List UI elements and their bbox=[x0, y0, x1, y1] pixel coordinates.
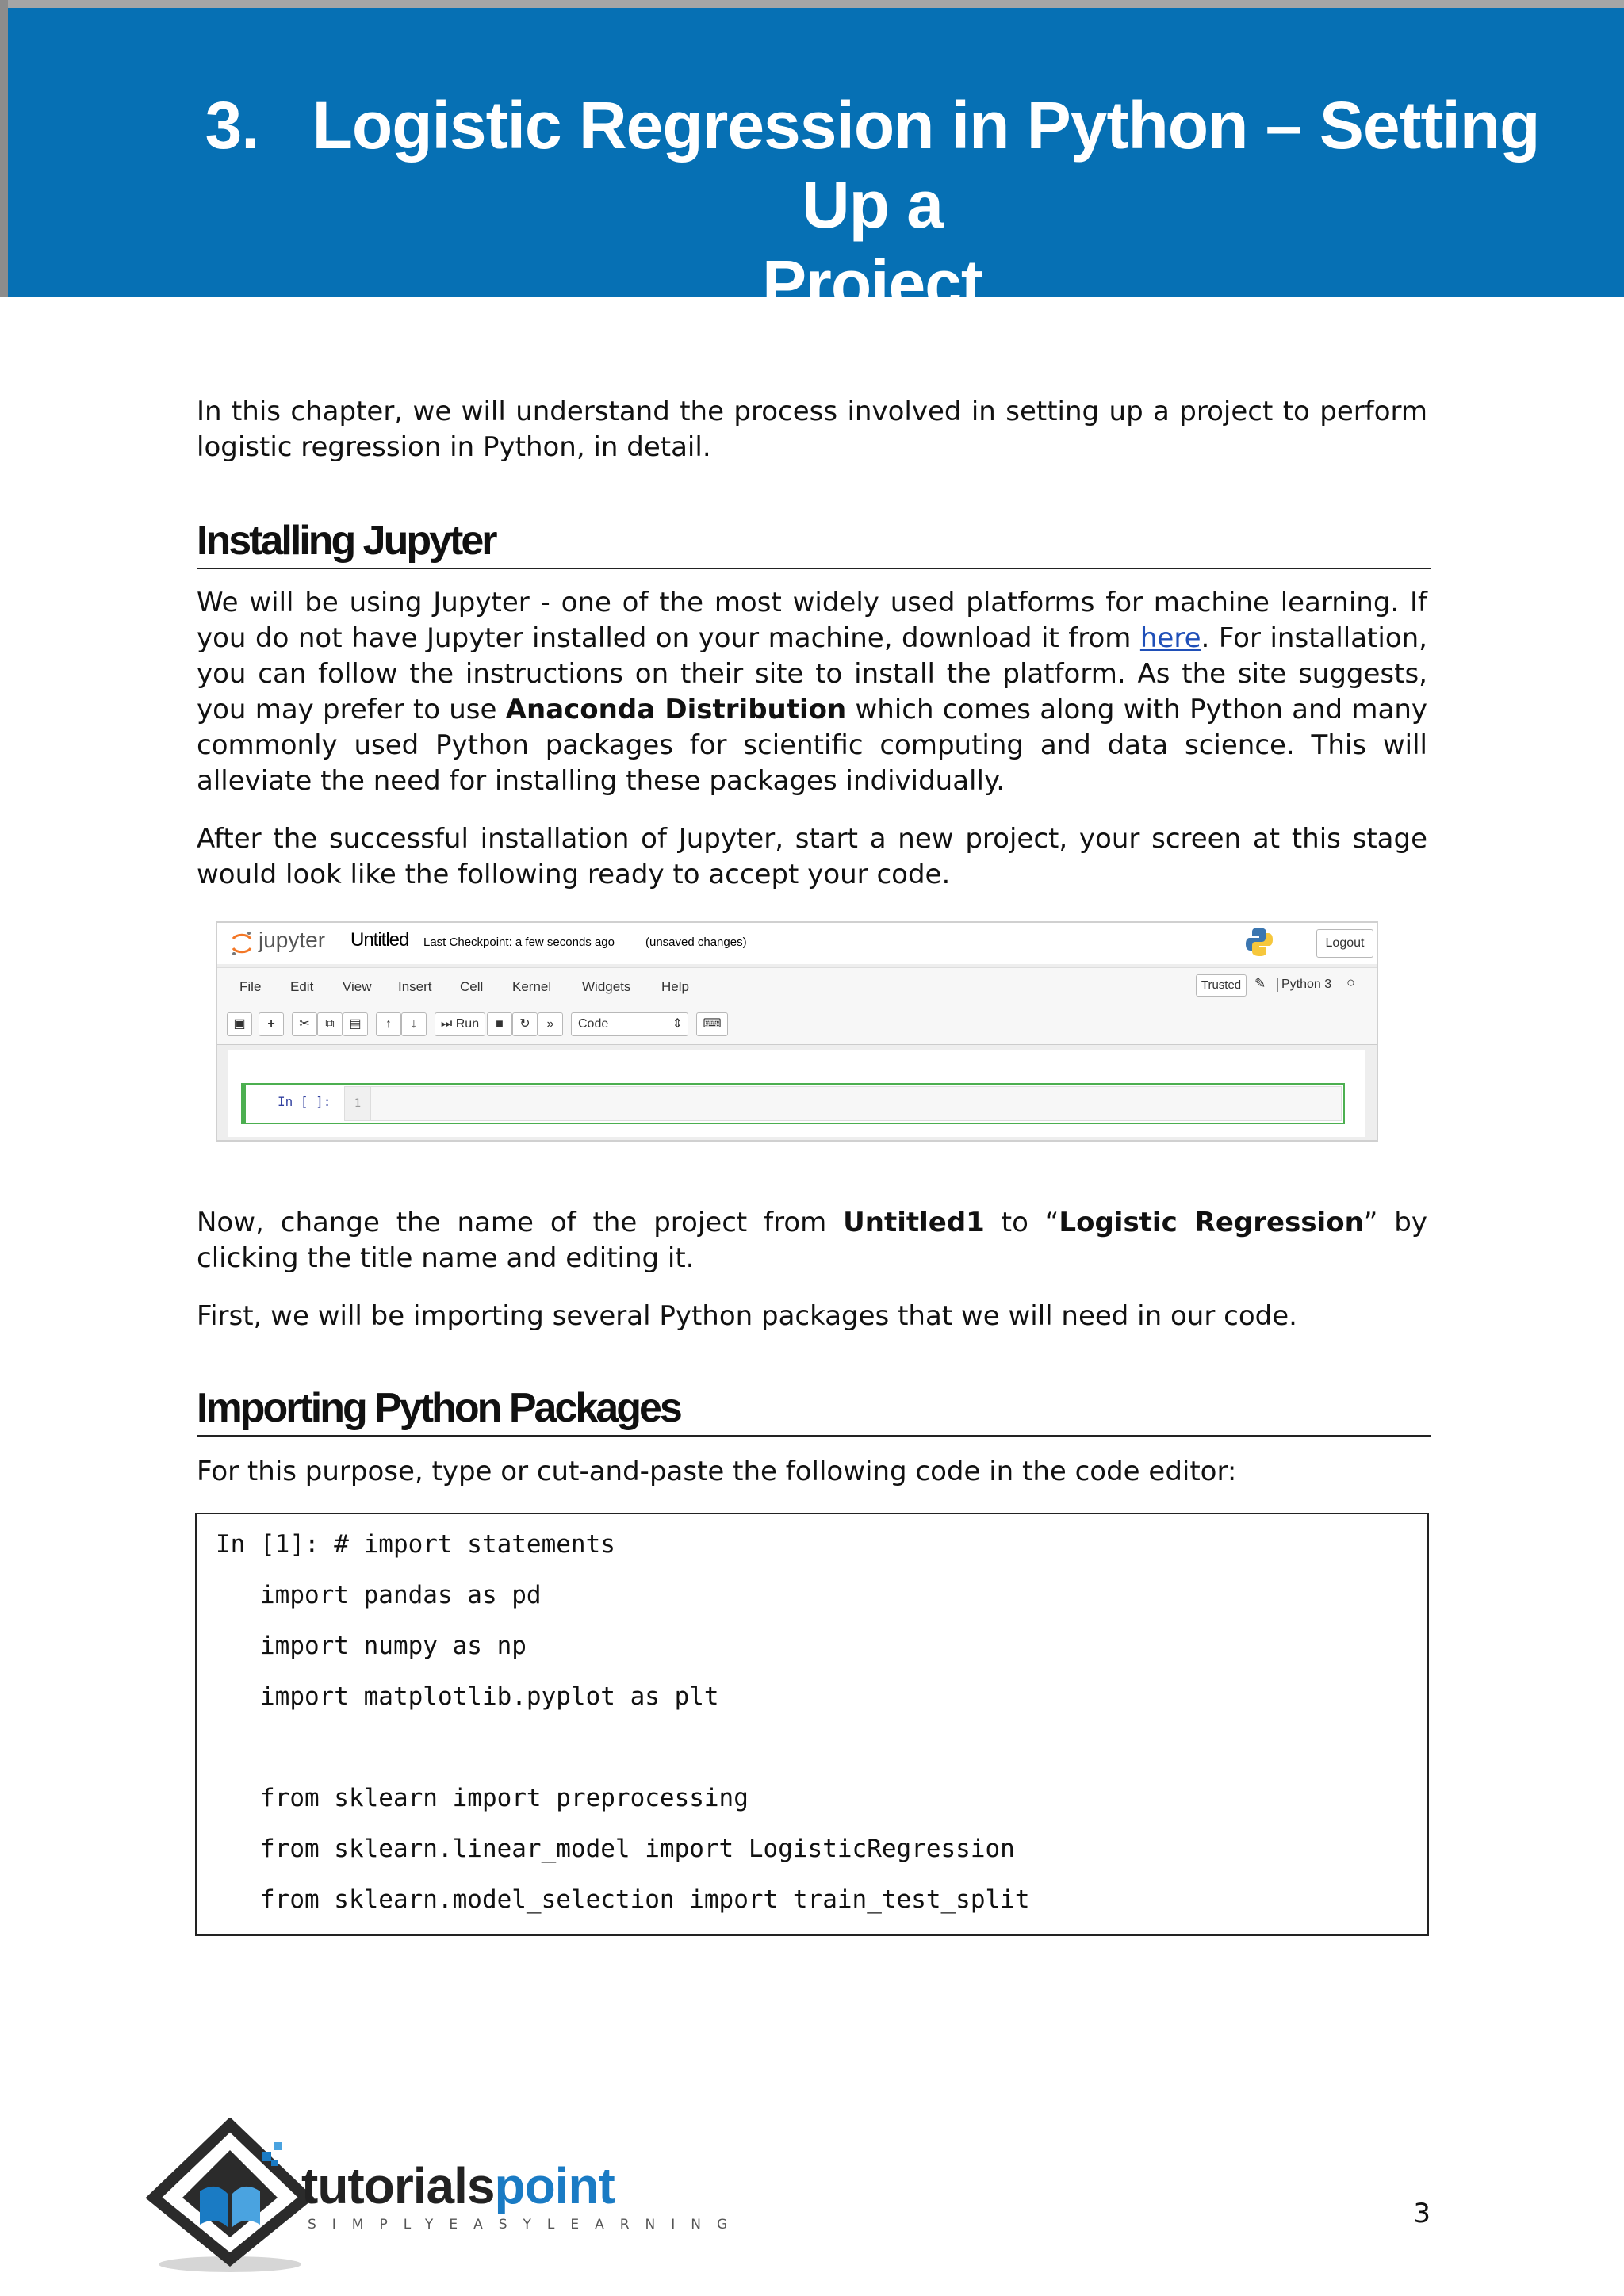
trusted-badge[interactable]: Trusted bbox=[1196, 974, 1247, 997]
menu-view[interactable]: View bbox=[343, 979, 372, 994]
copy-icon[interactable]: ⧉ bbox=[317, 1012, 343, 1036]
installing-text-b: . For installation, you can follow the instructions on their site to install the platform. As the site suggests, you may prefer to use bbox=[197, 622, 1427, 725]
rename-text-end: ” by clicking the title name and editing it. bbox=[197, 1207, 1428, 1274]
run-label: Run bbox=[455, 1017, 480, 1031]
move-up-icon[interactable]: ↑ bbox=[376, 1012, 401, 1036]
run-icon: ⏭ bbox=[440, 1017, 453, 1031]
code-cell[interactable] bbox=[241, 1083, 1345, 1124]
chapter-title-text: Logistic Regression in Python – Setting Up a bbox=[312, 88, 1540, 242]
cell-line-number: 1 bbox=[345, 1087, 371, 1120]
menu-file[interactable]: File bbox=[239, 979, 262, 994]
code-line: from sklearn.model_selection import train_test_split bbox=[216, 1885, 1030, 1914]
code-line: import matplotlib.pyplot as plt bbox=[216, 1682, 719, 1711]
code-block bbox=[195, 1513, 1429, 1936]
menu-insert[interactable]: Insert bbox=[398, 979, 432, 994]
cut-icon[interactable]: ✂ bbox=[292, 1012, 317, 1036]
chapter-number: 3. bbox=[205, 88, 259, 163]
tutorialspoint-logo bbox=[143, 2118, 744, 2277]
move-down-icon[interactable]: ↓ bbox=[401, 1012, 427, 1036]
keyboard-icon[interactable]: ⌨ bbox=[696, 1012, 728, 1036]
logo-word-tutorials: tutorials bbox=[301, 2157, 495, 2214]
rename-paragraph bbox=[197, 1205, 1427, 1276]
rename-text-a: Now, change the name of the project from bbox=[197, 1207, 844, 1238]
section-heading-installing-jupyter: Installing Jupyter bbox=[197, 517, 1431, 569]
after-install-paragraph: After the successful installation of Jupyter, start a new project, your screen at this stage would look like the following ready to accept your code. bbox=[197, 823, 1427, 890]
section-heading-importing-packages: Importing Python Packages bbox=[197, 1384, 1431, 1437]
importing-intro-paragraph: First, we will be importing several Python packages that we will need in our code. bbox=[197, 1300, 1297, 1332]
edit-pencil-icon: ✎ bbox=[1254, 976, 1266, 991]
banner-left-border bbox=[0, 0, 8, 297]
paste-icon[interactable]: ▤ bbox=[343, 1012, 368, 1036]
restart-icon[interactable]: ↻ bbox=[512, 1012, 538, 1036]
installing-paragraph bbox=[197, 585, 1427, 799]
logo-tagline: SIMPLYEASYLEARNING bbox=[308, 2217, 744, 2233]
jupyter-screenshot bbox=[216, 921, 1378, 1142]
jupyter-menubar bbox=[217, 967, 1377, 1045]
code-line: from sklearn.linear_model import LogisticRegression bbox=[216, 1835, 1015, 1863]
logo-emblem-icon bbox=[143, 2118, 317, 2277]
intro-paragraph: In this chapter, we will understand the process involved in setting up a project to perform logistic regression in Python, in detail. bbox=[197, 396, 1427, 463]
fast-forward-icon[interactable]: » bbox=[538, 1012, 563, 1036]
kernel-name: Python 3 bbox=[1277, 978, 1331, 992]
menu-help[interactable]: Help bbox=[661, 979, 689, 994]
stop-icon[interactable]: ■ bbox=[487, 1012, 512, 1036]
chapter-title-line2: Project bbox=[762, 247, 982, 321]
checkpoint-status: Last Checkpoint: a few seconds ago bbox=[423, 936, 615, 949]
anaconda-bold: Anaconda Distribution bbox=[505, 694, 847, 725]
logout-button[interactable]: Logout bbox=[1316, 929, 1373, 958]
kernel-status-icon: ○ bbox=[1346, 974, 1355, 990]
cell-prompt: In [ ]: bbox=[278, 1094, 331, 1109]
code-line: In [1]: # import statements bbox=[216, 1530, 615, 1559]
logistic-regression-bold: Logistic Regression bbox=[1059, 1207, 1364, 1238]
jupyter-logo-text: jupyter bbox=[259, 928, 326, 952]
code-line: import numpy as np bbox=[216, 1632, 527, 1660]
jupyter-logo-icon bbox=[230, 929, 254, 958]
logo-wordmark bbox=[301, 2156, 615, 2215]
untitled1-bold: Untitled1 bbox=[843, 1207, 985, 1238]
save-icon[interactable]: ▣ bbox=[227, 1012, 252, 1036]
banner-top-border bbox=[0, 0, 1624, 8]
select-arrows-icon: ⇕ bbox=[672, 1017, 683, 1031]
code-editor-paragraph: For this purpose, type or cut-and-paste the following code in the code editor: bbox=[197, 1456, 1237, 1487]
run-button[interactable] bbox=[435, 1012, 485, 1036]
menu-widgets[interactable]: Widgets bbox=[582, 979, 631, 994]
rename-text-mid: to “ bbox=[984, 1207, 1059, 1238]
menu-kernel[interactable]: Kernel bbox=[512, 979, 552, 994]
installing-text-c: which comes along with Python and many commonly used Python packages for scientific computing and data science. This will alleviate the need for installing these packages individually. bbox=[197, 694, 1427, 797]
cell-type-value: Code bbox=[578, 1017, 609, 1031]
logo-word-point: point bbox=[494, 2157, 615, 2214]
menu-cell[interactable]: Cell bbox=[460, 979, 484, 994]
page-number: 3 bbox=[1413, 2198, 1431, 2229]
jupyter-header bbox=[217, 923, 1377, 964]
add-cell-icon[interactable]: + bbox=[259, 1012, 284, 1036]
code-line: import pandas as pd bbox=[216, 1581, 542, 1609]
cell-input[interactable] bbox=[344, 1086, 1342, 1121]
cell-type-select[interactable] bbox=[571, 1012, 688, 1036]
notebook-name[interactable]: Untitled bbox=[350, 929, 409, 951]
python-logo-icon bbox=[1245, 926, 1274, 958]
unsaved-status: (unsaved changes) bbox=[645, 936, 747, 949]
chapter-title bbox=[159, 86, 1586, 323]
code-line: from sklearn import preprocessing bbox=[216, 1784, 749, 1812]
download-here-link[interactable]: here bbox=[1139, 622, 1201, 654]
chapter-title-line1 bbox=[159, 86, 1586, 244]
menu-edit[interactable]: Edit bbox=[290, 979, 314, 994]
installing-text-a: We will be using Jupyter - one of the most widely used platforms for machine learning. If you do not have Jupyter installed on your machine, download it from bbox=[197, 587, 1427, 654]
